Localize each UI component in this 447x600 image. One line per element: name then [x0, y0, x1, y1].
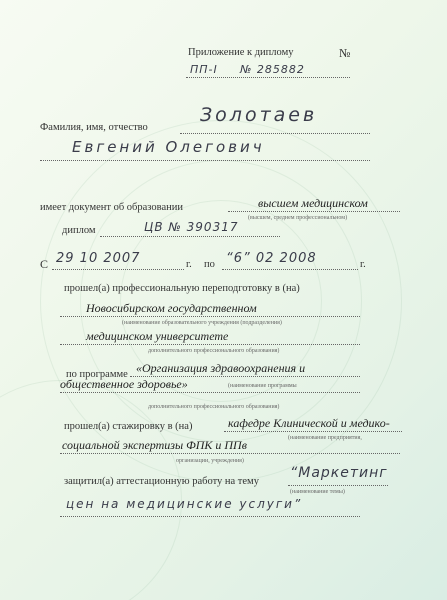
thesis-underline-1 [288, 485, 388, 486]
retraining-hint-1: (наименование образовательного учреждения (подразделения) [122, 320, 282, 326]
program-hint-2: дополнительного профессионального образования) [148, 404, 280, 410]
number-sign: № [339, 46, 351, 60]
given-names-line [40, 160, 370, 161]
program-line-2: общественное здоровье» [60, 377, 188, 391]
education-line [228, 211, 400, 212]
name-label: Фамилия, имя, отчество [40, 122, 148, 133]
date-to-year-suffix: г. [360, 259, 366, 270]
surname-line [180, 133, 370, 134]
internship-underline-2 [60, 453, 400, 454]
date-from-field: 29 10 2007 [56, 251, 141, 266]
surname-field: Золотаев [200, 104, 318, 126]
date-from-line [52, 269, 184, 270]
date-to-label: по [204, 259, 215, 270]
retraining-label: прошел(а) профессиональную переподготовку в (на) [64, 283, 300, 294]
diploma-label: диплом [62, 225, 96, 236]
date-from-prefix: С [40, 257, 49, 271]
internship-label: прошел(а) стажировку в (на) [64, 421, 193, 432]
given-names-field: Евгений Олегович [72, 138, 265, 156]
appendix-label: Приложение к диплому [188, 47, 294, 58]
internship-line-2: социальной экспертизы ФПК и ППв [62, 438, 247, 452]
education-level: высшем медицинском [258, 196, 368, 210]
thesis-underline-2 [60, 516, 360, 517]
thesis-line-1: “Маркетинг [290, 465, 388, 481]
internship-underline-1 [224, 431, 402, 432]
number-line [186, 77, 350, 78]
internship-hint-1: (наименование предприятия, [288, 435, 362, 441]
program-hint-1: (наименование программы [228, 383, 297, 389]
diploma-number: № 285882 [240, 63, 305, 76]
internship-line-1: кафедре Клинической и медико- [228, 416, 390, 430]
thesis-hint: (наименование темы) [290, 489, 345, 495]
diploma-series: ПП-I [190, 63, 218, 76]
education-level-hint: (высшем, среднем профессиональном) [248, 215, 348, 221]
program-label: по программе [66, 369, 128, 380]
retraining-institution-2: медицинском университете [86, 329, 229, 343]
date-to-line [222, 269, 358, 270]
diploma-line [100, 236, 280, 237]
thesis-line-2: цен на медицинские услуги” [66, 497, 303, 511]
internship-hint-2: организации, учреждения) [176, 458, 244, 464]
retraining-hint-2: дополнительного профессионального образования) [148, 348, 280, 354]
thesis-label: защитил(а) аттестационную работу на тему [64, 476, 259, 487]
program-line-1: «Организация здравоохранения и [136, 361, 306, 375]
program-line-underline-2 [60, 392, 360, 393]
retraining-line-2 [60, 344, 360, 345]
date-to-field: “6” 02 2008 [226, 251, 317, 266]
retraining-institution-1: Новосибирском государственном [86, 301, 257, 315]
retraining-line-1 [60, 316, 360, 317]
date-from-year-suffix: г. [186, 259, 192, 270]
education-label: имеет документ об образовании [40, 202, 183, 213]
diploma-number-field: ЦВ № 390317 [144, 220, 239, 234]
